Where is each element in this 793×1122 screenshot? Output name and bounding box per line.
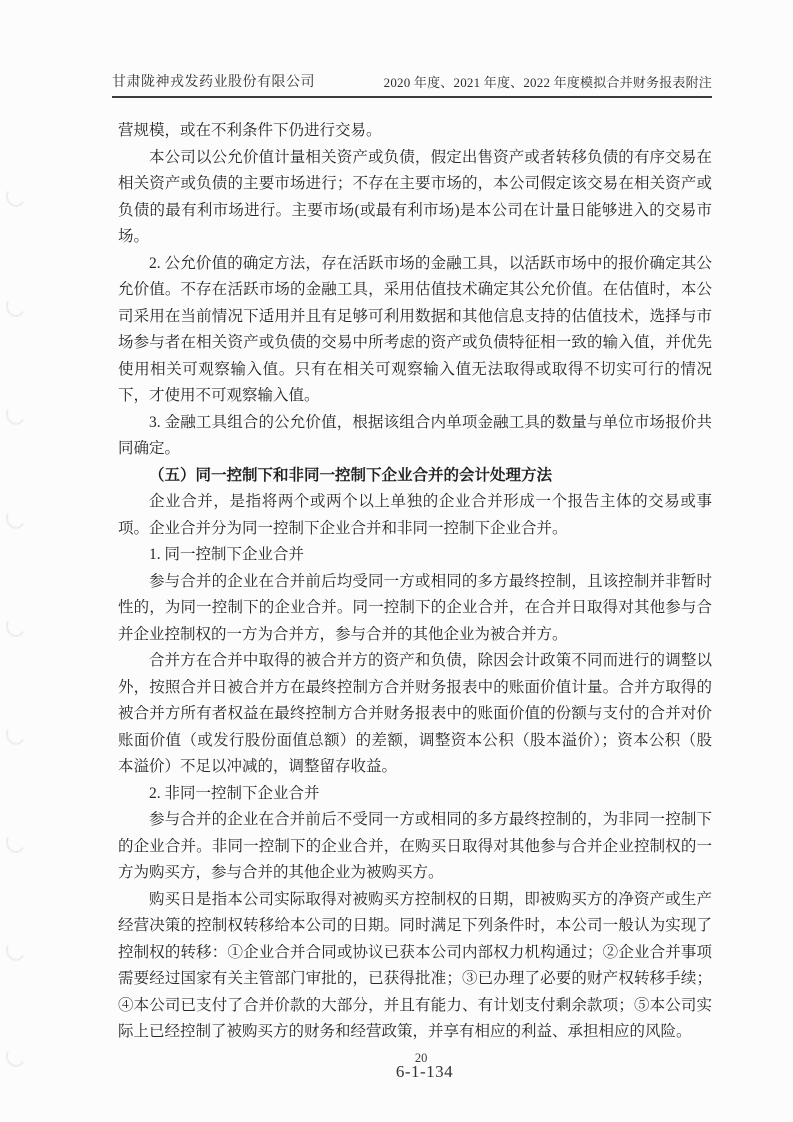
page-header [112, 71, 712, 98]
binder-ring-mark [4, 722, 28, 747]
paragraph-fair-value-measurement: 本公司以公允价值计量相关资产或负债，假定出售资产或者转移负债的有序交易在相关资产或负债的主要市场进行；不存在主要市场的，本公司假定该交易在相关资产或负债的最有利市场进行。主要市场(或最有利市场)是本公司在计量日能够进入的交易市场。 [118, 148, 712, 245]
subheading-non-same-control: 2. 非同一控制下企业合并 [149, 784, 320, 802]
paragraph-non-same-control-def: 参与合并的企业在合并前后不受同一方或相同的多方最终控制的，为非同一控制下的企业合并。非同一控制下的企业合并，在购买日取得对其他参与合并企业控制权的一方为购买方，参与合并的其他企业为被购买方。 [118, 811, 712, 881]
page-number [395, 1051, 454, 1082]
page-number-text: 6-1-134 [395, 1062, 454, 1081]
page-footer [0, 1051, 793, 1082]
paragraph-same-control-accounting: 合并方在合并中取得的被合并方的资产和负债，除因会计政策不同而进行的调整以外，按照合并日被合并方在最终控制方合并财务报表中的账面价值计量。合并方取得的被合并方所有者权益在最终控制方合并财务报表中的账面价值的份额与支付的合并对价账面价值（或发行股份面值总额）的差额，调整资本公积（股本溢价）；资本公积（股本溢价）不足以冲减的，调整留存收益。 [118, 652, 712, 775]
subheading-same-control: 1. 同一控制下企业合并 [149, 546, 305, 563]
paragraph-same-control-definition: 参与合并的企业在合并前后均受同一方或相同的多方最终控制，且该控制并非暂时性的，为同一控制下的企业合并。同一控制下的企业合并，在合并日取得对其他参与合并企业控制权的一方为合并方，参与合并的其他企业为被合并方。 [118, 572, 712, 643]
binder-ring-mark [4, 938, 28, 963]
paragraph-fair-value-method: 2. 公允价值的确定方法，存在活跃市场的金融工具，以活跃市场中的报价确定其公允价值。不存在活跃市场的金融工具，采用估值技术确定其公允价值。在估值时，本公司采用在当前情况下适用并且有足够可利用数据和其他信息支持的估值技术，选择与市场参与者在相关资产或负债的交易中所考虑的资产或负债特征相一致的输入值，并优先使用相关可观察输入值。只有在相关可观察输入值无法取得或取得不切实可行的情况下，才使用不可观察输入值。 [118, 254, 712, 404]
binder-ring-mark [4, 184, 28, 209]
paragraph-instrument-portfolio: 3. 金融工具组合的公允价值，根据该组合内单项金融工具的数量与单位市场报价共同确定。 [118, 413, 712, 457]
document-body [118, 118, 712, 1046]
paragraph-continuation: 营规模，或在不利条件下仍进行交易。 [118, 122, 382, 139]
binder-ring-mark [4, 294, 28, 319]
report-title: 2020 年度、2021 年度、2022 年度模拟合并财务报表附注 [383, 75, 712, 90]
binder-ring-mark [4, 506, 28, 531]
binder-ring-mark [4, 402, 28, 427]
binder-ring-mark [4, 614, 28, 639]
binder-ring-mark [4, 830, 28, 855]
page-number-stamp: 20 [414, 1051, 428, 1065]
paragraph-purchase-date: 购买日是指本公司实际取得对被购买方控制权的日期，即被购买方的净资产或生产经营决策的控制权转移给本公司的日期。同时满足下列条件时，本公司一般认为实现了控制权的转移：①企业合并合同或协议已获本公司内部权力机构通过；②企业合并事项需要经过国家有关主管部门审批的，已获得批准；③已办理了必要的财产权转移手续；④本公司已支付了合并价款的大部分，并且有能力、有计划支付剩余款项；⑤本公司实际上已经控制了被购买方的财务和经营政策，并享有相应的利益、承担相应的风险。 [118, 890, 712, 1040]
company-name: 甘肃陇神戎发药业股份有限公司 [112, 75, 315, 90]
section-heading-5: （五）同一控制下和非同一控制下企业合并的会计处理方法 [149, 466, 553, 484]
paragraph-business-combination: 企业合并，是指将两个或两个以上单独的企业合并形成一个报告主体的交易或事项。企业合并分为同一控制下企业合并和非同一控制下企业合并。 [118, 493, 712, 537]
